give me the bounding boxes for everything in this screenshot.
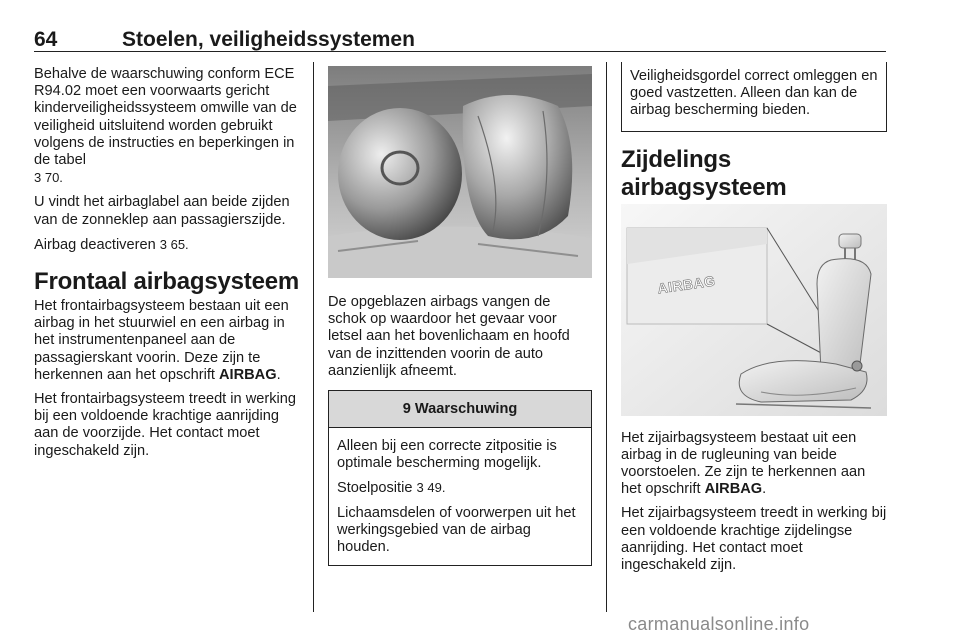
image-caption: De opgeblazen airbags vangen de schok op waardoor het gevaar voor letsel aan het bovenlichaam en hoofd van de inzittenden voorin de auto aanzienlijk afneemt. bbox=[328, 294, 570, 379]
paragraph-airbag-label: U vindt het airbaglabel aan beide zijden van de zonneklep aan passagierszijde. bbox=[34, 194, 290, 228]
paragraph-front-system: Het frontairbagsysteem bestaan uit een airbag in het stuurwiel en een airbag in het instrumentenpaneel aan de passagierskant voorin. Deze zijn te herkennen aan het opschrift AIRBAG. bbox=[34, 298, 289, 383]
paragraph-side-trigger: Het zijairbagsysteem treedt in werking bij een voldoende krachtige zijdelingse aanrijding. Het contact moet ingeschakeld zijn. bbox=[621, 505, 887, 574]
column-left bbox=[34, 66, 300, 467]
column-divider-2 bbox=[606, 62, 607, 612]
page-title: Stoelen, veiligheidssystemen bbox=[122, 28, 415, 51]
column-middle bbox=[328, 66, 592, 566]
column-right bbox=[621, 66, 887, 581]
page-reference[interactable]: 3 49. bbox=[416, 480, 446, 496]
warning-title: 9 Waarschuwing bbox=[329, 391, 591, 428]
page-reference[interactable]: 3 65. bbox=[159, 236, 189, 252]
seatbelt-note: Veiligheidsgordel correct omleggen en goed vastzetten. Alleen dan kan de airbag bescherming bieden. bbox=[630, 68, 878, 119]
warning-paragraph-position: Alleen bij een correcte zitpositie is optimale bescherming mogelijk. bbox=[337, 438, 557, 472]
paragraph-side-system: Het zijairbagsysteem bestaat uit een airbag in de rugleuning van beide voorstoelen. Ze zijn te herkennen aan het opschrift AIRBAG. bbox=[621, 429, 866, 498]
watermark: carmanualsonline.info bbox=[628, 614, 810, 634]
paragraph-ece-warning: Behalve de waarschuwing conform ECE R94.02 moet een voorwaarts gericht kinderveiligheidssysteem omwille van de veiligheid uitsluitend worden gebruikt volgens de instructies en beperkingen in de tabel 3 70. bbox=[34, 66, 297, 186]
warning-paragraph-body-parts: Lichaamsdelen of voorwerpen uit het werkingsgebied van de airbag houden. bbox=[337, 504, 576, 556]
section-title-side-airbag: Zijdelings airbagsysteem bbox=[621, 145, 787, 201]
page-header bbox=[34, 22, 886, 52]
warning-box bbox=[328, 390, 592, 566]
column-divider-1 bbox=[313, 62, 314, 612]
page-reference[interactable]: 3 70. bbox=[34, 170, 63, 186]
paragraph-deactivate: Airbag deactiveren 3 65. bbox=[34, 236, 189, 253]
warning-paragraph-seat: Stoelpositie 3 49. bbox=[337, 480, 446, 497]
inflated-airbags-illustration bbox=[328, 66, 592, 278]
svg-text:AIRBAG: AIRBAG bbox=[656, 272, 717, 297]
warning-continuation-box bbox=[621, 62, 887, 132]
paragraph-front-trigger: Het frontairbagsysteem treedt in werking bij een voldoende krachtige aanrijding aan de voorzijde. Het contact moet ingeschakeld zijn. bbox=[34, 391, 296, 459]
page-number: 64 bbox=[34, 28, 58, 51]
section-title-front-airbag: Frontaal airbagsysteem bbox=[34, 268, 300, 296]
seat-airbag-label-illustration bbox=[621, 204, 887, 416]
